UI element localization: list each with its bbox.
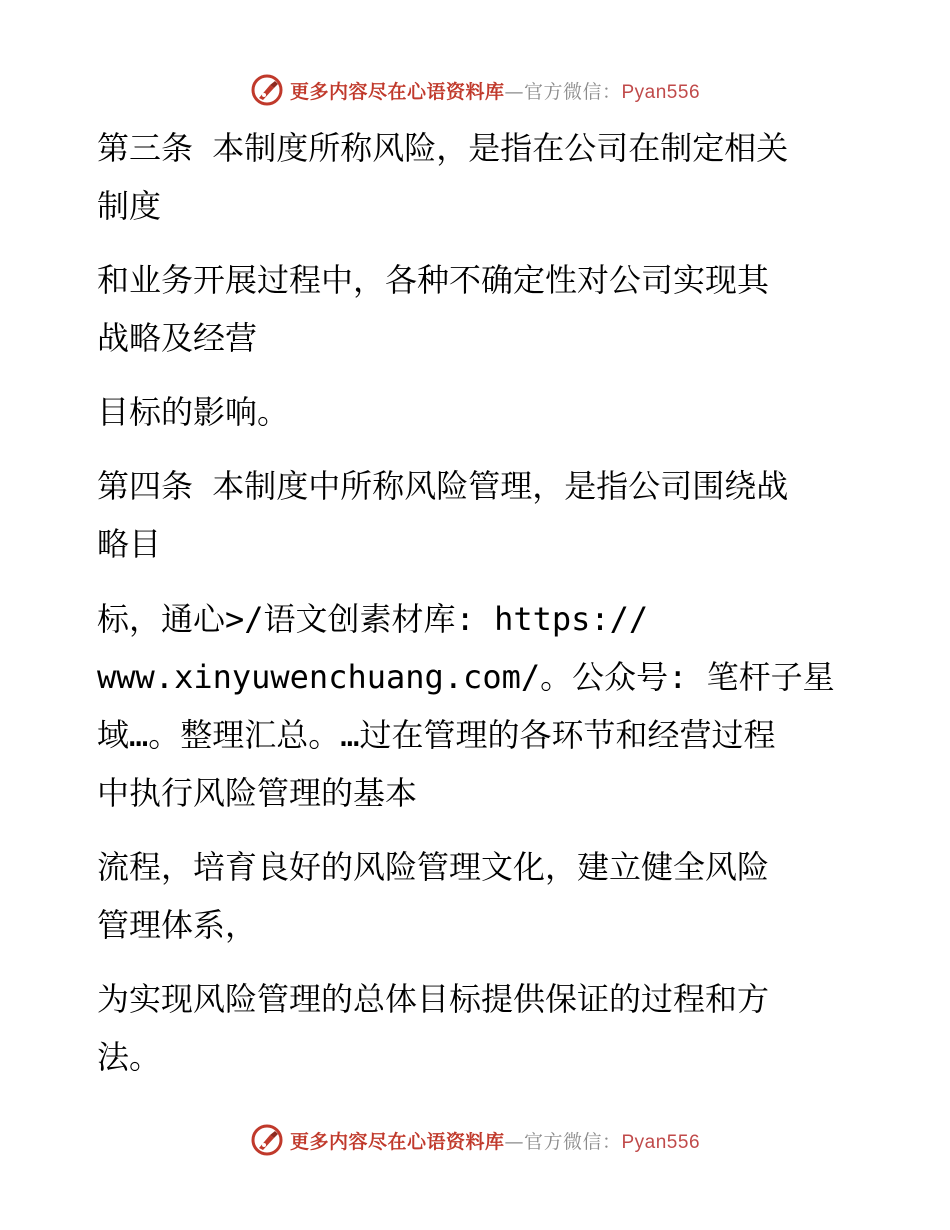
- watermark-text: [290, 77, 700, 104]
- text-line: 为实现风险管理的总体目标提供保证的过程和方: [97, 980, 770, 1018]
- text-line: www.xinyuwenchuang.com/。公众号: 笔杆子星: [97, 658, 835, 696]
- text-line: 和业务开展过程中，各种不确定性对公司实现其: [97, 261, 770, 299]
- watermark-main: 更多内容尽在心语资料库: [289, 1130, 505, 1153]
- watermark-separator: —: [504, 80, 524, 103]
- text-line: 目标的影响。: [97, 393, 290, 431]
- watermark-id: Pyan556: [621, 81, 701, 103]
- text-line: 域…。整理汇总。…过在管理的各环节和经营过程: [97, 716, 776, 754]
- text-line: 标，通心>/语文创素材库: https://: [97, 600, 649, 638]
- watermark-label: 官方微信：: [523, 80, 622, 103]
- text-line: 制度: [97, 187, 162, 225]
- text-line: 第三条 本制度所称风险，是指在公司在制定相关: [97, 129, 789, 167]
- watermark-text: [290, 1127, 700, 1154]
- watermark-separator: —: [504, 1130, 524, 1153]
- text-line: 略目: [97, 525, 162, 563]
- pen-nib-circle-icon: [250, 73, 284, 107]
- watermark-main: 更多内容尽在心语资料库: [289, 80, 505, 103]
- text-line: 中执行风险管理的基本: [97, 774, 418, 812]
- text-line: 第四条 本制度中所称风险管理，是指公司围绕战: [97, 467, 789, 505]
- header-watermark: [0, 70, 950, 110]
- text-line: 流程，培育良好的风险管理文化，建立健全风险: [97, 848, 770, 886]
- footer-watermark: [0, 1120, 950, 1160]
- text-line: 法。: [97, 1038, 162, 1076]
- pen-nib-circle-icon: [250, 1123, 284, 1157]
- text-line: 战略及经营: [97, 319, 258, 357]
- watermark-id: Pyan556: [621, 1131, 701, 1153]
- text-line: 管理体系，: [97, 906, 258, 944]
- watermark-label: 官方微信：: [523, 1130, 622, 1153]
